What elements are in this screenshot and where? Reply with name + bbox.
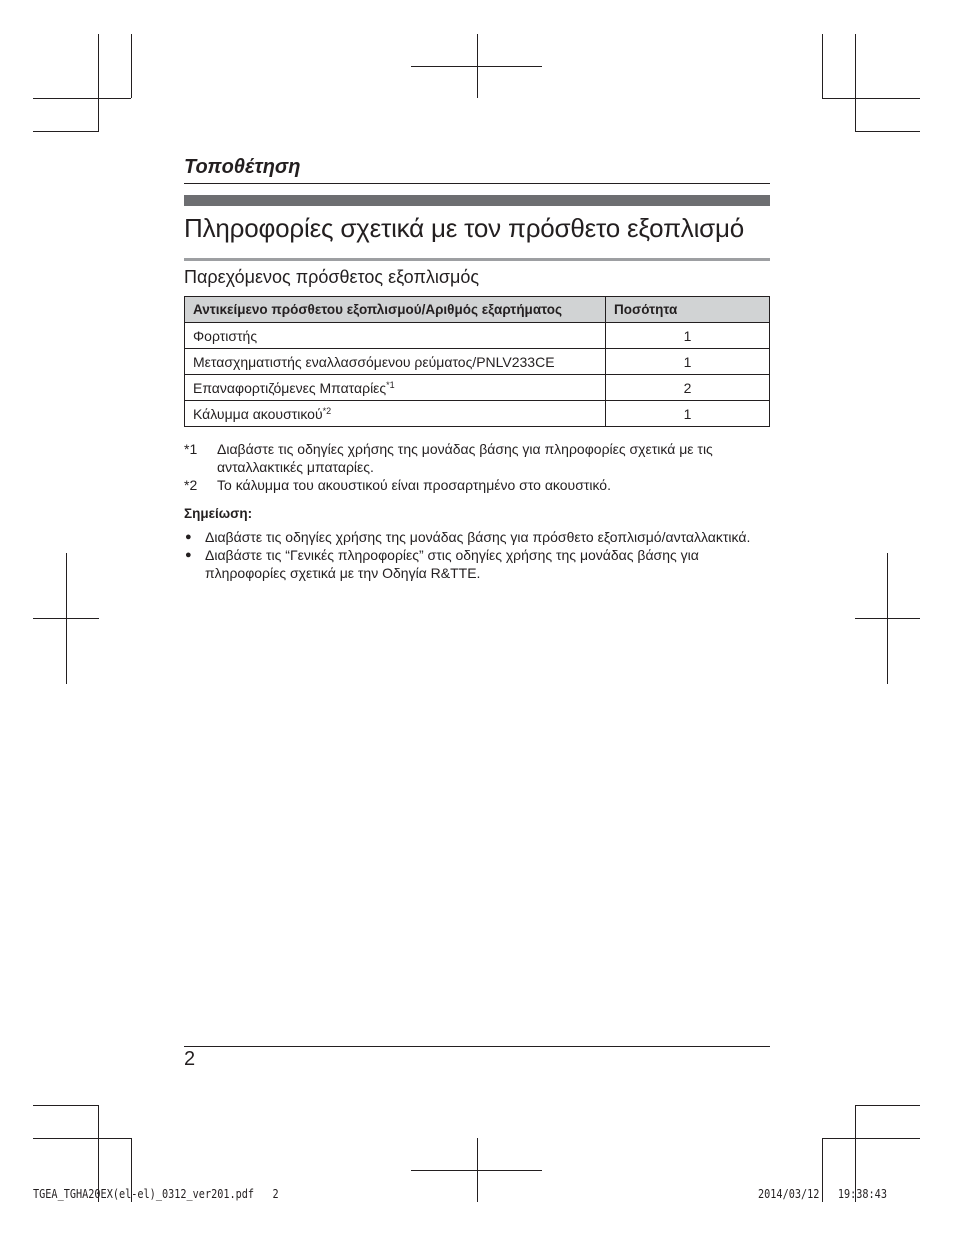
footnote-mark: *2 — [184, 477, 198, 493]
item-name: Μετασχηματιστής εναλλασσόμενου ρεύματος/PNLV233CE — [193, 353, 555, 370]
bullet-icon: ● — [185, 531, 192, 543]
footnote-ref: *1 — [386, 379, 395, 390]
footnote-mark: *1 — [184, 441, 198, 457]
section-title: Τοποθέτηση — [184, 156, 301, 178]
list-item — [184, 546, 770, 582]
crop-mark — [33, 1138, 131, 1139]
footnote-ref: *2 — [322, 405, 332, 416]
crop-mark — [855, 131, 920, 132]
item-name: Επαναφορτιζόμενες Μπαταρίες — [193, 379, 387, 396]
table-header-row — [185, 297, 770, 323]
footnote — [184, 440, 770, 476]
table-cell-item — [185, 375, 606, 401]
column-header-item: Αντικείμενο πρόσθετου εξοπλισμού/Αριθμός εξαρτήματος — [185, 297, 606, 323]
column-header-quantity: Ποσότητα — [606, 297, 770, 323]
print-slug-date: 2014/03/12 19:38:43 — [758, 1187, 887, 1201]
crop-mark — [855, 618, 920, 619]
table-cell-item — [185, 401, 606, 427]
table-cell-quantity: 2 — [606, 375, 770, 401]
title-top-bar — [184, 195, 770, 206]
subsection-title: Παρεχόμενος πρόσθετος εξοπλισμός — [184, 267, 480, 287]
crop-mark — [33, 131, 99, 132]
crop-mark — [33, 618, 99, 619]
crop-mark — [411, 1170, 542, 1171]
crop-mark — [855, 1105, 856, 1138]
crop-mark — [855, 1105, 920, 1106]
crop-mark — [855, 34, 856, 98]
page-title: Πληροφορίες σχετικά με τον πρόσθετο εξοπλισμό — [184, 213, 745, 243]
crop-mark — [33, 1105, 99, 1106]
table-row — [185, 323, 770, 349]
list-item — [184, 528, 770, 546]
footnote-text: Το κάλυμμα του ακουστικού είναι προσαρτημένο στο ακουστικό. — [217, 477, 611, 493]
table-cell-quantity: 1 — [606, 349, 770, 375]
footnotes — [184, 440, 770, 494]
crop-mark — [98, 98, 99, 131]
crop-mark — [33, 98, 131, 99]
crop-mark — [98, 34, 99, 98]
note-text: Διαβάστε τις οδηγίες χρήσης της μονάδας βάσης για πρόσθετο εξοπλισμό/ανταλλακτικά. — [205, 529, 751, 545]
crop-mark — [822, 1138, 920, 1139]
bullet-icon: ● — [185, 549, 192, 561]
footnote — [184, 476, 770, 494]
crop-mark — [822, 98, 920, 99]
item-name: Κάλυμμα ακουστικού — [193, 405, 323, 422]
notes-list — [184, 528, 770, 582]
crop-mark — [411, 66, 542, 67]
page-number: 2 — [184, 1048, 196, 1070]
table-row — [185, 349, 770, 375]
crop-mark — [822, 34, 823, 98]
accessories-table — [184, 296, 770, 427]
table-cell-item — [185, 323, 606, 349]
title-bottom-bar — [184, 258, 770, 261]
table-cell-item — [185, 349, 606, 375]
crop-mark — [131, 34, 132, 98]
item-name: Φορτιστής — [193, 327, 258, 344]
table-row — [185, 401, 770, 427]
table-cell-quantity: 1 — [606, 401, 770, 427]
note-heading: Σημείωση: — [184, 506, 253, 521]
table-cell-quantity: 1 — [606, 323, 770, 349]
crop-mark — [855, 98, 856, 131]
section-divider — [184, 183, 770, 184]
crop-mark — [98, 1105, 99, 1138]
footnote-text: Διαβάστε τις οδηγίες χρήσης της μονάδας βάσης για πληροφορίες σχετικά με τις ανταλλακτικές μπαταρίες. — [217, 441, 713, 475]
print-slug-file: TGEA_TGHA20EX(el-el)_0312_ver201.pdf 2 — [33, 1187, 279, 1201]
footer-divider — [184, 1046, 770, 1047]
table-row — [185, 375, 770, 401]
note-text: Διαβάστε τις “Γενικές πληροφορίες” στις οδηγίες χρήσης της μονάδας βάσης για πληροφορίες σχετικά με την Οδηγία R&TTE. — [205, 547, 699, 581]
